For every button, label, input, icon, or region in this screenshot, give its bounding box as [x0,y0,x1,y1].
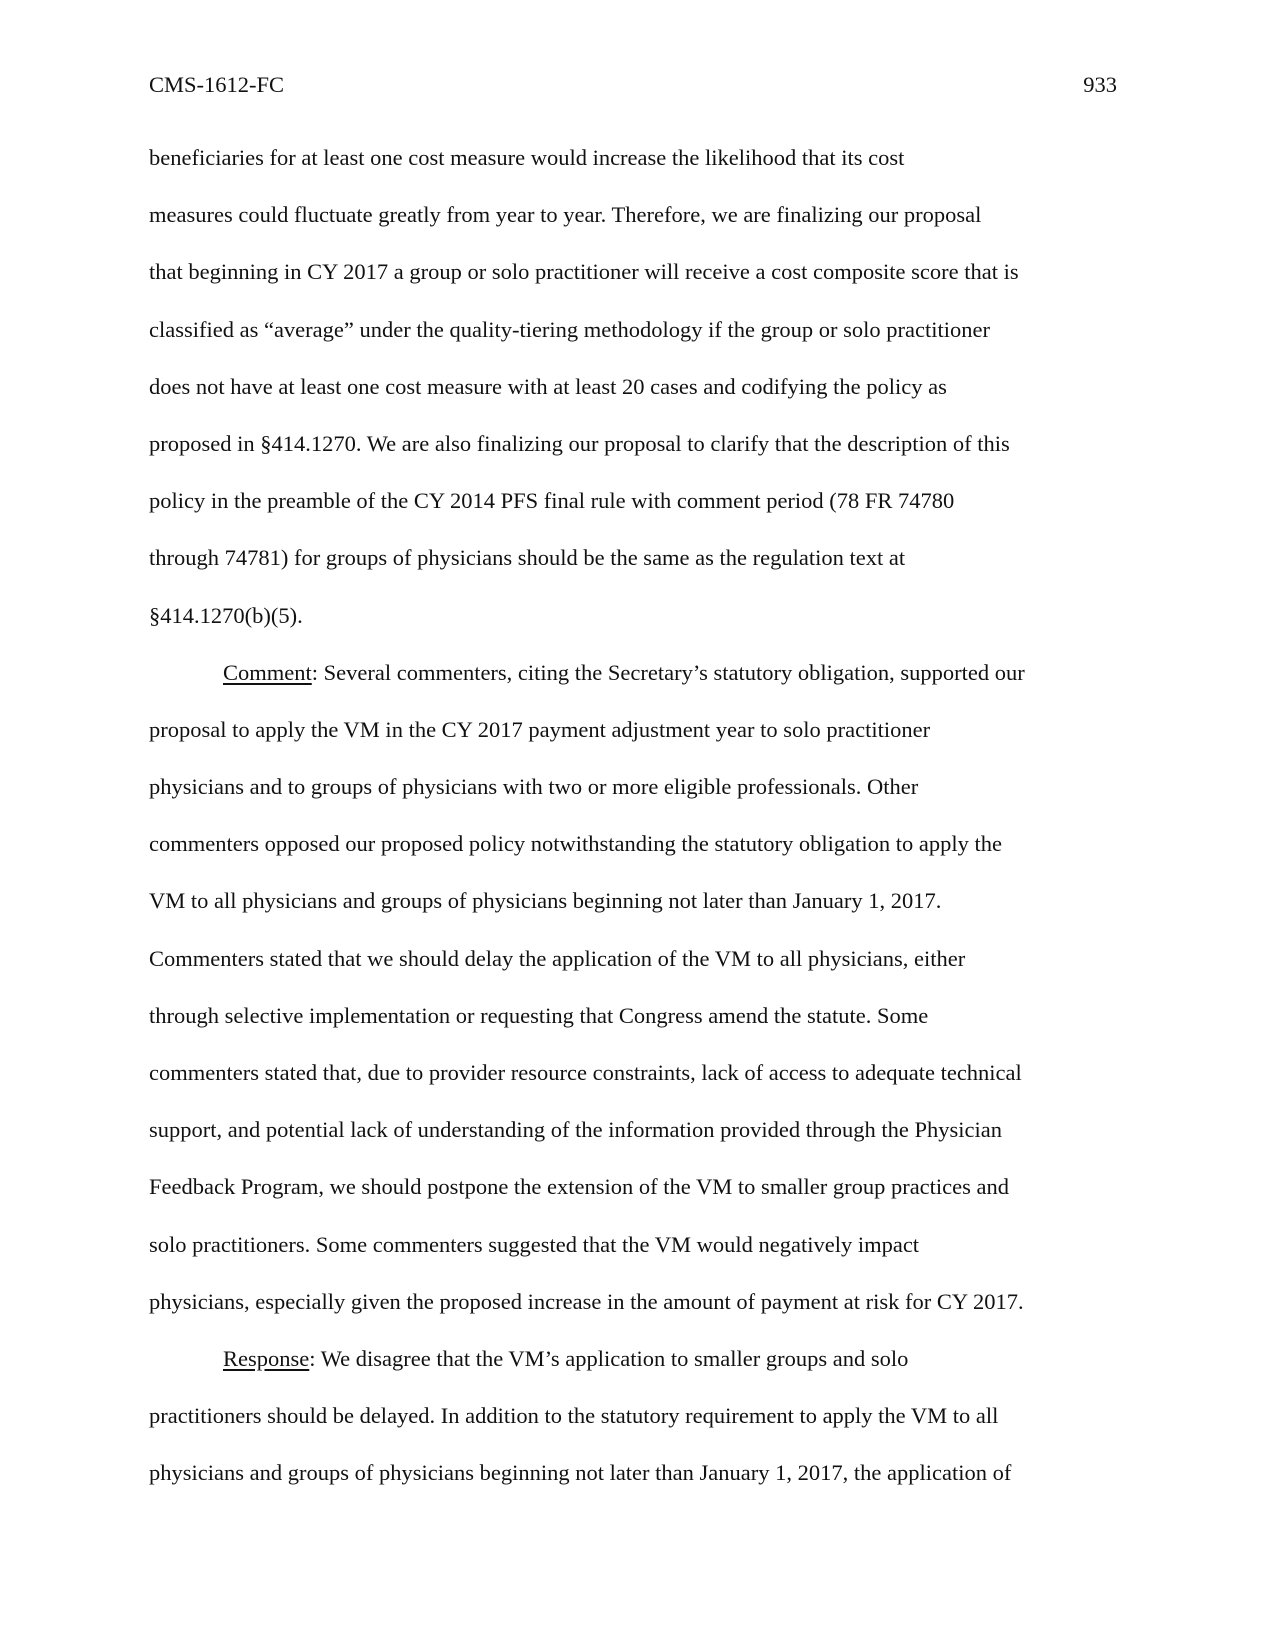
document-body [149,143,1129,1516]
text-line: physicians and groups of physicians beginning not later than January 1, 2017, the application of [149,1460,1012,1486]
document-id: CMS-1612-FC [149,72,285,97]
text-line: §414.1270(b)(5). [149,602,303,628]
text-line: that beginning in CY 2017 a group or solo practitioner will receive a cost composite score that is [149,259,1019,285]
text-line: does not have at least one cost measure with at least 20 cases and codifying the policy as [149,373,947,399]
text-line: commenters stated that, due to provider resource constraints, lack of access to adequate technical [149,1060,1022,1085]
text-line-first [149,658,1129,715]
text-line: beneficiaries for at least one cost measure would increase the likelihood that its cost [149,145,905,170]
text-line: classified as “average” under the quality-tiering methodology if the group or solo practitioner [149,316,990,342]
response-label: Response [223,1345,310,1371]
response-first-line-text: : We disagree that the VM’s application to smaller groups and solo [309,1345,909,1371]
text-line: practitioners should be delayed. In addition to the statutory requirement to apply the VM to all [149,1403,999,1429]
paragraph-comment [149,658,1129,1344]
page-number: 933 [1083,72,1117,97]
comment-label: Comment [223,659,312,685]
text-line: Feedback Program, we should postpone the extension of the VM to smaller group practices and [149,1174,1010,1200]
text-line-first [149,1344,1129,1401]
text-line: VM to all physicians and groups of physicians beginning not later than January 1, 2017. [149,888,942,914]
text-line: measures could fluctuate greatly from year to year. Therefore, we are finalizing our proposal [149,202,982,228]
page-header [149,72,1117,102]
text-line: through selective implementation or requesting that Congress amend the statute. Some [149,1002,929,1028]
text-line: policy in the preamble of the CY 2014 PFS final rule with comment period (78 FR 74780 [149,488,955,514]
text-line: commenters opposed our proposed policy notwithstanding the statutory obligation to apply the [149,831,1002,857]
text-line: proposed in §414.1270. We are also finalizing our proposal to clarify that the description of this [149,430,1010,456]
text-line: Commenters stated that we should delay the application of the VM to all physicians, either [149,945,966,971]
paragraph-cost-composite [149,143,1129,658]
text-line: through 74781) for groups of physicians should be the same as the regulation text at [149,545,906,571]
text-line: proposal to apply the VM in the CY 2017 payment adjustment year to solo practitioner [149,716,931,742]
comment-first-line-text: : Several commenters, citing the Secretary’s statutory obligation, supported our [311,659,1025,685]
text-line: physicians, especially given the proposed increase in the amount of payment at risk for CY 2017. [149,1288,1024,1314]
text-line: physicians and to groups of physicians with two or more eligible professionals. Other [149,774,919,800]
paragraph-response [149,1344,1129,1516]
text-line: solo practitioners. Some commenters suggested that the VM would negatively impact [149,1231,920,1257]
text-line: support, and potential lack of understanding of the information provided through the Physician [149,1117,1002,1143]
